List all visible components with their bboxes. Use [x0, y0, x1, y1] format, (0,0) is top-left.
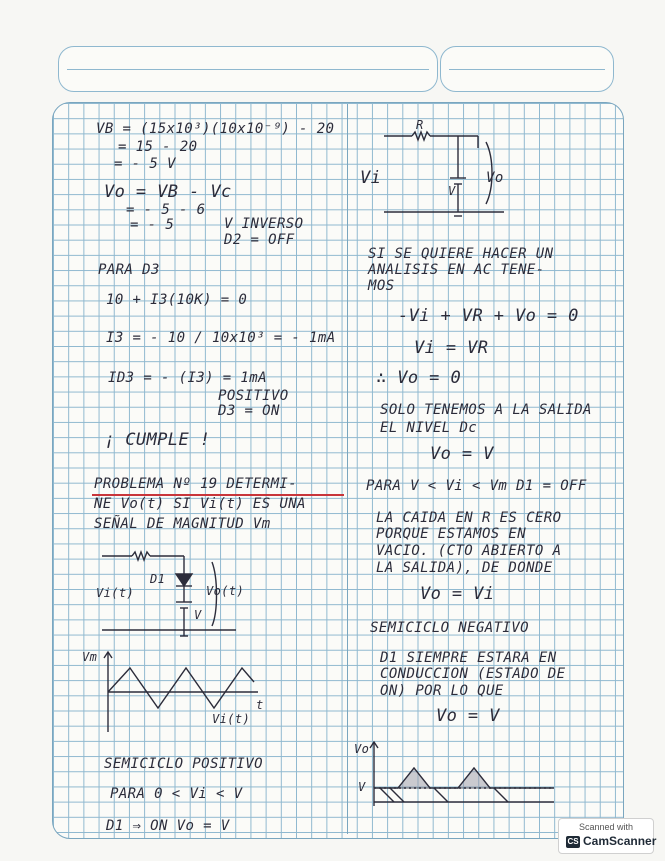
neg-explain-3: ON) POR LO QUE — [380, 683, 504, 699]
para-off-condition: PARA V < Vi < Vm D1 = OFF — [366, 478, 587, 494]
camscanner-logo-icon: CS — [567, 837, 579, 846]
waveform-vo-graph — [370, 740, 560, 810]
column-divider — [347, 104, 348, 834]
calc-vb-3: = - 5 V — [114, 156, 176, 172]
calc-vb-2: = 15 - 20 — [118, 139, 198, 155]
vo-equals-vi: Vo = Vi — [420, 584, 495, 604]
circuit-vi-label: Vi — [360, 168, 382, 188]
d1-on-result: D1 ⇒ ON Vo = V — [106, 818, 230, 834]
calc-vo-inverso: V INVERSO — [224, 216, 304, 232]
calc-d2-off: D2 = OFF — [224, 232, 295, 248]
vo-equals-v: Vo = V — [430, 444, 494, 464]
kvl-equation: -Vi + VR + Vo = 0 — [398, 306, 579, 326]
cumple-text: ¡ CUMPLE ! — [104, 430, 211, 450]
circuit-vit-label: Vi(t) — [96, 586, 135, 600]
para-condition: PARA 0 < Vi < V — [110, 786, 243, 802]
calc-vb: VB = (15x10³)(10x10⁻⁹) - 20 — [96, 121, 335, 137]
header-box-left — [58, 46, 438, 92]
badge-scanned-text: Scanned with — [578, 822, 634, 832]
analysis-line-2: ANALISIS EN AC TENE- — [368, 262, 545, 278]
graph-v-label: V — [358, 780, 366, 794]
off-explain-4: LA SALIDA), DE DONDE — [376, 560, 553, 576]
graph-vit-label: Vi(t) — [212, 712, 251, 726]
header-box-right — [440, 46, 614, 92]
vo-equals-zero: ∴ Vo = 0 — [376, 368, 462, 388]
calc-i3-value: I3 = - 10 / 10x10³ = - 1mA — [106, 330, 336, 346]
semiciclo-positivo: SEMICICLO POSITIVO — [104, 756, 263, 772]
graph-vm-label: Vm — [82, 650, 98, 664]
neg-explain-1: D1 SIEMPRE ESTARA EN — [380, 650, 557, 666]
heading-para-d3: PARA D3 — [98, 262, 160, 278]
calc-vo-2: = - 5 - 6 — [126, 202, 206, 218]
circuit-v-right-label: V — [448, 184, 456, 198]
analysis-line-1: SI SE QUIERE HACER UN — [368, 246, 554, 262]
problem-line-1: PROBLEMA Nº 19 DETERMI- — [94, 476, 298, 492]
calc-i3: 10 + I3(10K) = 0 — [106, 292, 248, 308]
analysis-line-3: MOS — [368, 278, 395, 294]
off-explain-2: PORQUE ESTAMOS EN — [376, 526, 527, 542]
circuit-d1-label: D1 — [150, 572, 166, 586]
problem-line-3: SEÑAL DE MAGNITUD Vm — [94, 516, 271, 532]
semiciclo-negativo: SEMICICLO NEGATIVO — [370, 620, 529, 636]
circuit-r-label: R — [416, 118, 424, 132]
circuit-diagram-right — [374, 118, 514, 220]
vo-equals-v-final: Vo = V — [436, 706, 500, 726]
salida-line-2: EL NIVEL Dc — [380, 420, 478, 436]
off-explain-3: VACIO. (CTO ABIERTO A — [376, 543, 562, 559]
calc-d3-on: D3 = ON — [218, 403, 280, 419]
calc-id3: ID3 = - (I3) = 1mA — [108, 370, 267, 386]
calc-vo-3: = - 5 — [130, 217, 175, 233]
salida-line-1: SOLO TENEMOS A LA SALIDA — [380, 402, 592, 418]
circuit-vot-label: Vo(t) — [206, 584, 245, 598]
camscanner-badge — [558, 818, 657, 854]
calc-vo: Vo = VB - Vc — [104, 182, 232, 202]
vi-equals-vr: Vi = VR — [414, 338, 489, 358]
graph-t-label: t — [256, 698, 264, 712]
off-explain-1: LA CAIDA EN R ES CERO — [376, 510, 562, 526]
problem-line-2: NE Vo(t) SI Vi(t) ES UNA — [94, 496, 306, 512]
calc-positivo: POSITIVO — [218, 388, 289, 404]
circuit-vo-label: Vo — [486, 170, 504, 186]
neg-explain-2: CONDUCCION (ESTADO DE — [380, 666, 566, 682]
circuit-v-label: V — [194, 608, 202, 622]
badge-brand-name: CamScanner — [583, 834, 657, 848]
graph-vo-label: Vo — [354, 742, 370, 756]
